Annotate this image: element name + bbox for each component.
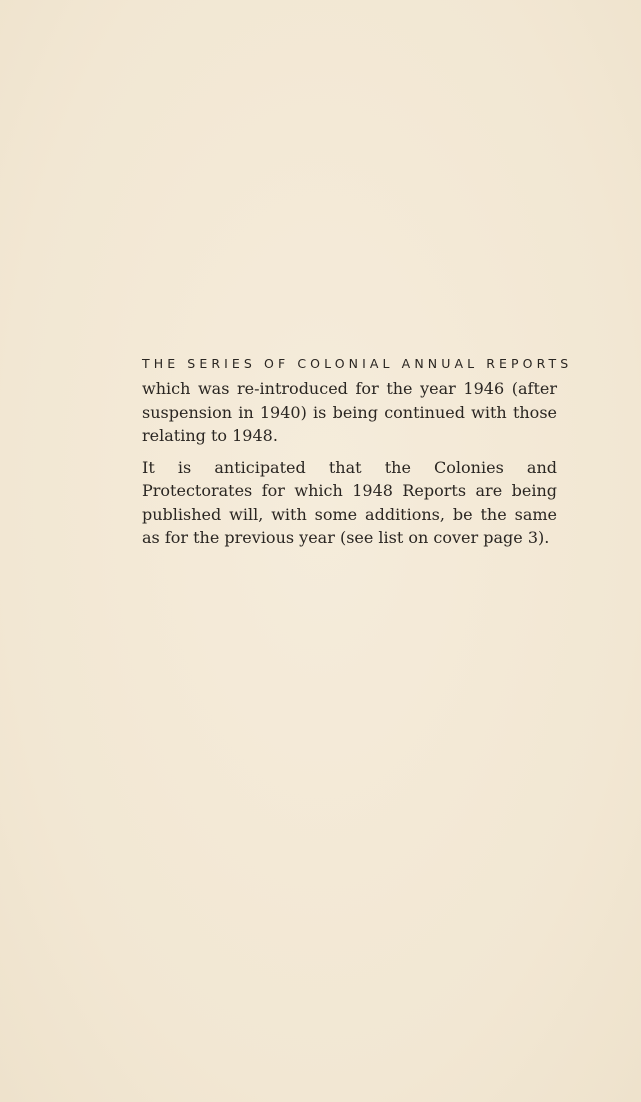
paragraph-reintroduction: which was re-introduced for the year 1946 (after suspension in 1940) is being continued with those relating to 1948. (142, 379, 557, 445)
paragraph-anticipation: It is anticipated that the Colonies and Protectorates for which 1948 Reports are being published will, with some additions, be the same as for the previous year (see list on cover page 3). (142, 457, 557, 547)
text-block (142, 353, 573, 550)
series-heading: THE SERIES OF COLONIAL ANNUAL REPORTS (142, 356, 573, 371)
